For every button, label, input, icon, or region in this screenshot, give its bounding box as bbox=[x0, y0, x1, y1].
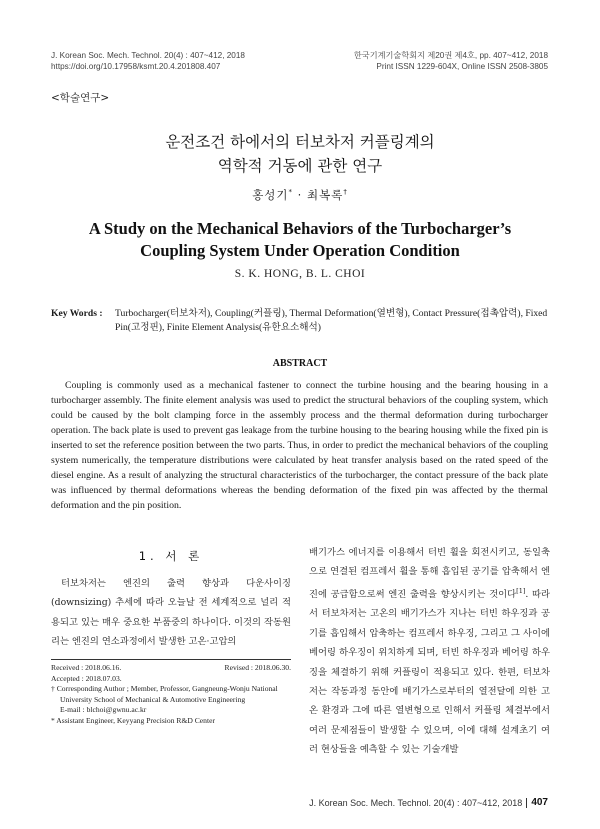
intro-paragraph-left: 터보차저는 엔진의 출력 향상과 다운사이징(downsizing) 추세에 따라 오늘날 전 세계적으로 널리 적용되고 있는 매우 중요한 부품중의 하나이다. 이것의 작동원리는 엔진의 연소과정에서 발생한 고온·고압의 bbox=[51, 578, 291, 648]
left-column bbox=[51, 548, 291, 652]
english-title-line-1: A Study on the Mechanical Behaviors of the Turbocharger’s bbox=[88, 219, 512, 238]
author-1-mark: * bbox=[288, 188, 294, 197]
author-2-mark: † bbox=[343, 188, 348, 197]
accepted-date: Accepted : 2018.07.03. bbox=[51, 673, 122, 683]
revised-date: Revised : 2018.06.30. bbox=[224, 663, 291, 672]
running-header bbox=[51, 50, 548, 72]
keywords bbox=[51, 307, 548, 335]
abstract-body: Coupling is commonly used as a mechanical fastener to connect the turbine housing and the bearing housing in a turbocharger assembly. The finite element analysis was used to predict the structural behaviors of the coupling system, which could be caused by the bolt clamping force in the assembly process and the thermal deformation during turbocharger operation. The back plate is used to prevent gas leakage from the turbine housing to the bearing housing while the fixed pin is inserted to set the reference position between the two parts. Thus, in order to predict the mechanical behaviors of the coupling system numerically, the temperature distributions were calculated by heat transfer analysis based on the rated speed of the diesel engine. As a result of analyzing the structural characteristics of the turbocharger, the contact pressure of the back plate was influenced by thermal deformations whereas the bending deformation of the fixed pin was affected by the thermal deformation and the pin position. bbox=[51, 380, 548, 511]
footer-citation: J. Korean Soc. Mech. Technol. 20(4) : 407~412, 2018 bbox=[309, 797, 523, 808]
assistant-affiliation: * Assistant Engineer, Keyyang Precision R&D Center bbox=[51, 715, 215, 725]
journal-citation: J. Korean Soc. Mech. Technol. 20(4) : 407~412, 2018 bbox=[51, 51, 245, 60]
citation-ref[interactable]: [1] bbox=[516, 586, 526, 595]
section-heading: 1. 서 론 bbox=[138, 549, 204, 563]
english-authors: S. K. HONG, B. L. CHOI bbox=[234, 268, 366, 280]
korean-title-line-1: 운전조건 하에서의 터보차저 커플링계의 bbox=[165, 133, 435, 151]
keywords-list: Turbocharger(터보차저), Coupling(커플링), Thermal Deformation(열변형), Contact Pressure(접촉압력), Fixed Pin(고정핀), Finite Element Analysis(유한요소해석) bbox=[115, 308, 548, 333]
author-separator: · bbox=[297, 188, 303, 202]
footnotes bbox=[51, 663, 291, 726]
footer-divider bbox=[526, 798, 527, 808]
doi-link[interactable]: https://doi.org/10.17958/ksmt.20.4.201808.407 bbox=[51, 62, 221, 71]
korean-authors bbox=[0, 187, 600, 203]
intro-text-part-2: . 따라서 터보차저는 고온의 배기가스가 지나는 터빈 하우징과 공기를 흡입해서 압축하는 컴프레서 하우징, 그리고 그 사이에 베어링 하우징이 위치하게 되며, 터빈 하우징과 베어링 하우징을 체결하기 위해 커플링이 적용되고 있다. 한편, 터보차저는 작동과정 동안에 배기가스로부터의 열전달에 의한 고온 환경과 그에 따른 열변형으로 인해서 커플링 체결부에서 여러 문제점들이 발생할 수 있으며, 이에 대해 설계초기 여러 현상들을 예측할 수 있는 기술개발 bbox=[309, 588, 551, 756]
right-column bbox=[309, 543, 550, 760]
intro-paragraph-right bbox=[309, 543, 550, 760]
journal-citation-korean: 한국기계기술학회지 제20권 제4호, pp. 407~412, 2018 bbox=[353, 51, 548, 60]
page-number: 407 bbox=[531, 797, 548, 808]
english-title-line-2: Coupling System Under Operation Condition bbox=[140, 241, 460, 260]
received-date: Received : 2018.06.16. bbox=[51, 663, 122, 672]
abstract-heading: ABSTRACT bbox=[272, 358, 328, 369]
intro-text-part-1: 배기가스 에너지를 이용해서 터빈 휠을 회전시키고, 동일축으로 연결된 컴프레서 휠을 통해 흡입된 공기를 압축해서 엔진에 공급함으로써 엔진 출력을 향상시키는 것이다 bbox=[309, 547, 550, 600]
keywords-label: Key Words : bbox=[51, 308, 103, 319]
author-email: E-mail : blchoi@gwnu.ac.kr bbox=[60, 705, 147, 714]
corresponding-author: † Corresponding Author ; Member, Professor, Gangneung-Wonju National University School of Mechanical & Automotive Engineering bbox=[51, 684, 278, 704]
korean-title-line-2: 역학적 거동에 관한 연구 bbox=[217, 157, 383, 175]
page-footer bbox=[309, 797, 548, 808]
footnote-divider bbox=[51, 659, 291, 660]
author-1-korean: 홍성기 bbox=[252, 188, 289, 202]
author-2-korean: 최복록 bbox=[306, 188, 344, 202]
article-category: <학술연구> bbox=[51, 92, 110, 104]
issn-info: Print ISSN 1229-604X, Online ISSN 2508-3805 bbox=[376, 62, 548, 71]
